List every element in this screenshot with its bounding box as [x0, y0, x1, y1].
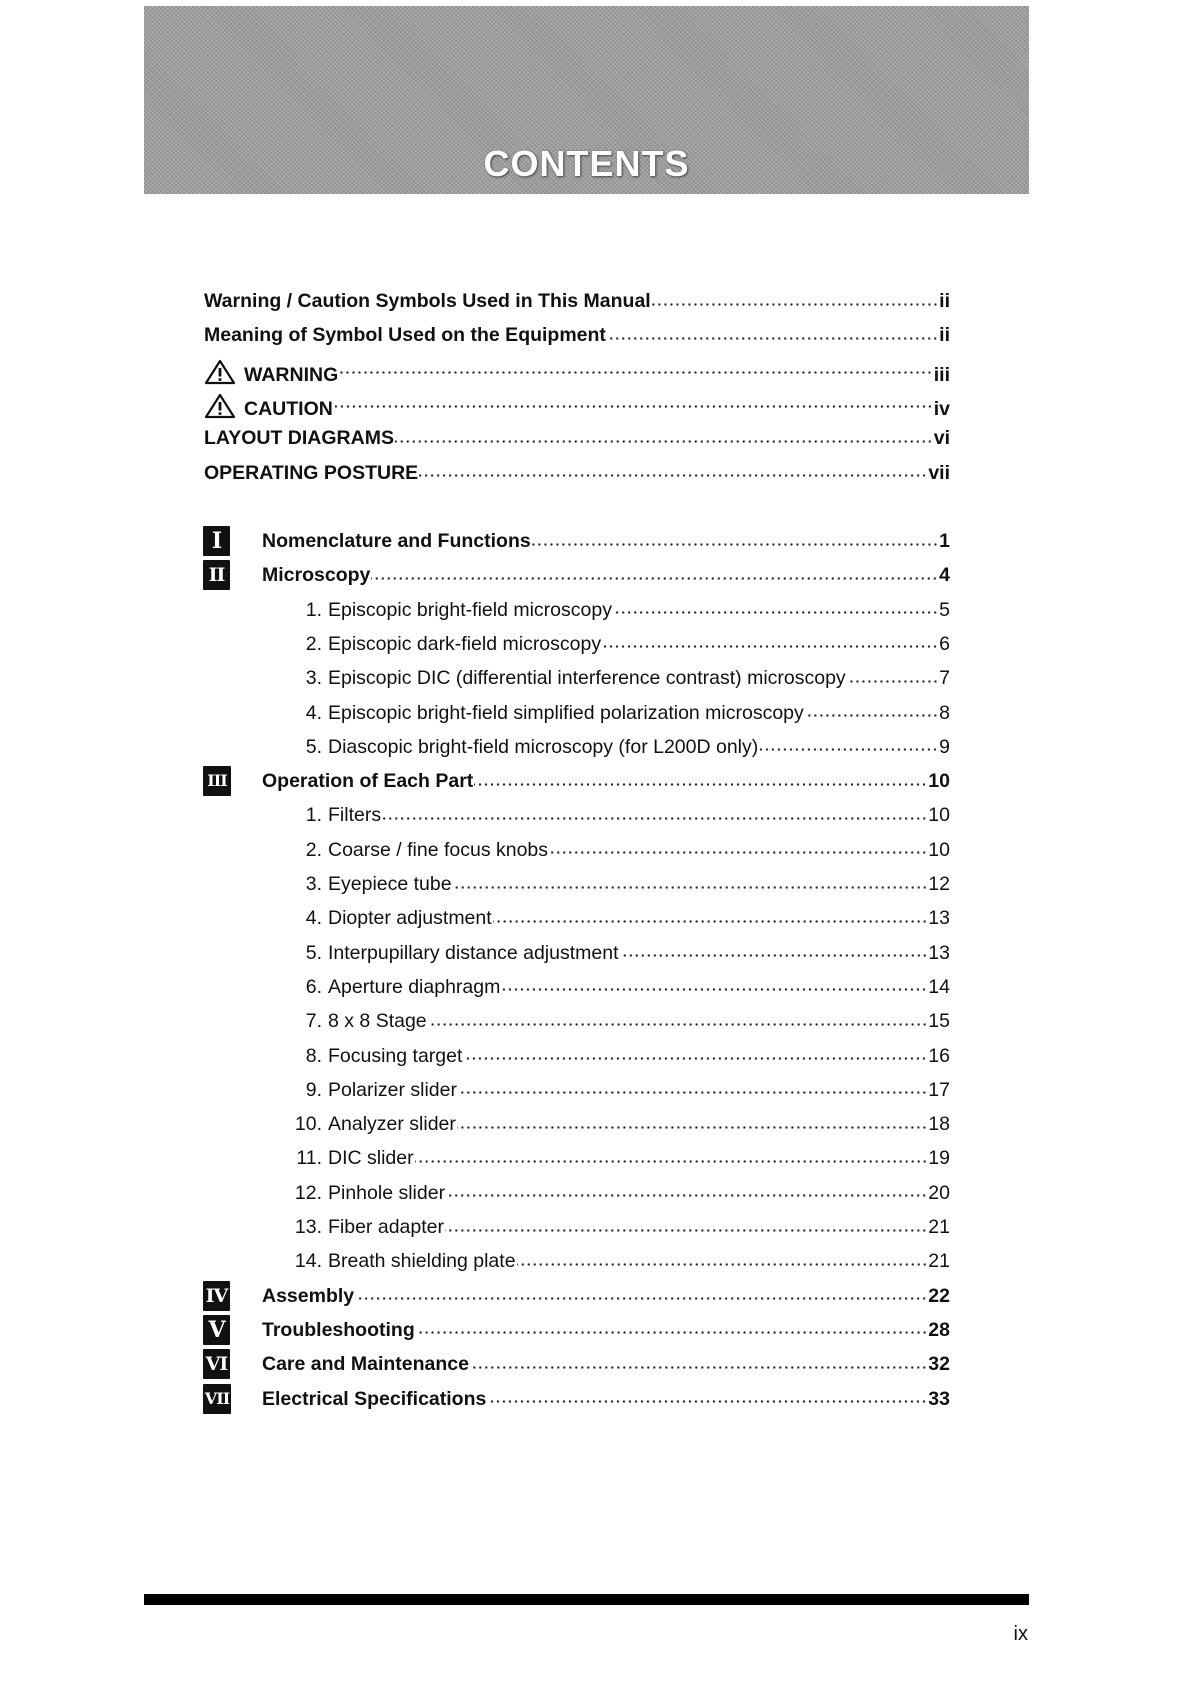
toc-entry-chapter-5[interactable]: [262, 1315, 950, 1345]
contents-header-band: [144, 6, 1029, 194]
entry-page-number: 20: [928, 1181, 950, 1204]
toc-entry-front-1[interactable]: [204, 320, 950, 350]
entry-label: Diascopic bright-field microscopy (for L200D only): [328, 735, 759, 758]
entry-label: DIC slider: [328, 1147, 414, 1170]
dot-leader: [355, 1297, 927, 1300]
section-number: 11.: [296, 1147, 322, 1170]
dot-leader: [458, 1091, 927, 1094]
dot-leader: [339, 371, 932, 374]
toc-entry-section-3-1[interactable]: [288, 800, 950, 830]
dot-leader: [493, 920, 928, 923]
section-number: 8.: [305, 1044, 322, 1067]
chapter-numeral-badge: VII: [203, 1384, 231, 1414]
toc-entry-chapter-2[interactable]: [262, 560, 950, 590]
toc-entry-section-3-3[interactable]: [288, 869, 950, 899]
chapter-numeral-badge: IV: [203, 1281, 230, 1311]
toc-entry-section-2-3[interactable]: [288, 663, 950, 693]
page-title: CONTENTS: [483, 143, 690, 184]
section-number: 3.: [305, 667, 322, 690]
entry-page-number: 22: [928, 1284, 950, 1307]
toc-entry-section-3-6[interactable]: [288, 972, 950, 1002]
toc-entry-section-3-8[interactable]: [288, 1041, 950, 1071]
dot-leader: [453, 886, 928, 889]
entry-label: Episcopic bright-field simplified polarization microscopy: [328, 701, 804, 724]
entry-label: Analyzer slider: [328, 1113, 456, 1136]
section-number: 1.: [305, 804, 322, 827]
entry-page-number: 17: [928, 1078, 950, 1101]
section-number: 6.: [305, 975, 322, 998]
toc-entry-section-2-2[interactable]: [288, 629, 950, 659]
toc-entry-section-3-11[interactable]: [288, 1143, 950, 1173]
chapter-numeral-badge: I: [203, 526, 230, 556]
dot-leader: [532, 543, 938, 546]
entry-label: OPERATING POSTURE: [204, 461, 419, 484]
entry-label: Assembly: [262, 1284, 355, 1307]
toc-entry-chapter-3[interactable]: [262, 766, 950, 796]
entry-page-number: iii: [933, 363, 950, 386]
toc-entry-chapter-1[interactable]: [262, 526, 950, 556]
dot-leader: [474, 783, 927, 786]
toc-entry-chapter-4[interactable]: [262, 1281, 950, 1311]
entry-page-number: 6: [939, 632, 950, 655]
entry-page-number: vii: [928, 461, 950, 484]
chapter-numeral-badge: VI: [203, 1349, 230, 1379]
toc-entry-section-3-7[interactable]: [288, 1006, 950, 1036]
entry-label: Pinhole slider: [328, 1181, 446, 1204]
entry-label: Nomenclature and Functions: [262, 530, 531, 552]
entry-page-number: 19: [928, 1147, 950, 1170]
entry-label: Episcopic dark-field microscopy: [328, 632, 602, 655]
dot-leader: [419, 474, 927, 477]
entry-label: Troubleshooting: [262, 1318, 415, 1341]
entry-page-number: 10: [928, 804, 950, 827]
section-number: 13.: [294, 1216, 322, 1238]
entry-label: Eyepiece tube: [328, 873, 452, 895]
toc-entry-section-3-9[interactable]: [288, 1075, 950, 1105]
entry-page-number: 16: [928, 1044, 950, 1067]
toc-entry-section-3-10[interactable]: [288, 1109, 950, 1139]
section-number: 12.: [294, 1181, 322, 1204]
entry-page-number: 32: [928, 1353, 950, 1376]
toc-entry-chapter-6[interactable]: [262, 1349, 950, 1379]
entry-page-number: 8: [939, 701, 950, 724]
entry-label: Electrical Specifications: [262, 1387, 487, 1410]
toc-entry-section-3-12[interactable]: [288, 1178, 950, 1208]
entry-page-number: 12: [928, 873, 950, 895]
dot-leader: [613, 611, 938, 614]
dot-leader: [652, 303, 938, 306]
dot-leader: [487, 1400, 927, 1403]
section-number: 5.: [305, 941, 322, 964]
entry-label: LAYOUT DIAGRAMS: [204, 427, 394, 450]
entry-page-number: 13: [928, 907, 950, 930]
dot-leader: [607, 337, 938, 340]
entry-page-number: 9: [939, 735, 950, 758]
dot-leader: [501, 988, 927, 991]
entry-page-number: 21: [928, 1250, 950, 1273]
dot-leader: [415, 1160, 928, 1163]
toc-entry-section-3-14[interactable]: [288, 1246, 950, 1276]
entry-page-number: 14: [928, 975, 950, 998]
section-number: 5.: [305, 735, 322, 758]
section-number: 14.: [294, 1250, 322, 1273]
entry-label: Aperture diaphragm: [328, 975, 501, 998]
entry-label: Episcopic bright-field microscopy: [328, 598, 612, 621]
section-number: 10.: [294, 1113, 322, 1136]
dot-leader: [602, 645, 938, 648]
entry-page-number: 4: [939, 564, 950, 587]
entry-label: WARNING: [244, 363, 339, 386]
toc-entry-front-0[interactable]: [204, 286, 950, 316]
dot-leader: [382, 817, 927, 820]
toc-entry-front-3[interactable]: [204, 389, 950, 419]
entry-label: 8 x 8 Stage: [328, 1010, 427, 1033]
entry-label: Warning / Caution Symbols Used in This Manual: [204, 290, 651, 312]
toc-entry-section-3-2[interactable]: [288, 835, 950, 865]
entry-label: CAUTION: [244, 397, 333, 420]
dot-leader: [416, 1331, 928, 1334]
chapter-numeral-badge: III: [203, 766, 231, 796]
entry-page-number: 15: [928, 1010, 950, 1033]
section-number: 7.: [305, 1010, 322, 1033]
entry-label: Care and Maintenance: [262, 1353, 469, 1376]
entry-page-number: ii: [939, 290, 950, 312]
entry-page-number: vi: [933, 427, 950, 450]
toc-entry-section-2-4[interactable]: [288, 698, 950, 728]
footer-rule: [144, 1594, 1029, 1605]
entry-label: Polarizer slider: [328, 1078, 457, 1101]
entry-page-number: 10: [928, 838, 950, 861]
chapter-numeral-badge: II: [203, 560, 230, 590]
entry-label: Coarse / fine focus knobs: [328, 838, 549, 861]
entry-page-number: 18: [928, 1113, 950, 1136]
dot-leader: [334, 405, 933, 408]
entry-label: Operation of Each Part: [262, 770, 474, 793]
dot-leader: [847, 680, 938, 683]
entry-label: Microscopy: [262, 564, 371, 587]
chapter-numeral-badge: V: [203, 1315, 230, 1345]
entry-page-number: 1: [939, 530, 950, 552]
dot-leader: [395, 440, 933, 443]
dot-leader: [620, 954, 928, 957]
toc-entry-section-3-13[interactable]: [288, 1212, 950, 1242]
toc-entry-front-2[interactable]: [204, 355, 950, 385]
toc-entry-section-2-1[interactable]: [288, 595, 950, 625]
toc-entry-section-3-4[interactable]: [288, 903, 950, 933]
dot-leader: [470, 1366, 927, 1369]
warning-triangle-icon: [204, 359, 236, 385]
dot-leader: [428, 1023, 928, 1026]
section-number: 3.: [305, 873, 322, 895]
section-number: 2.: [305, 632, 322, 655]
dot-leader: [446, 1194, 927, 1197]
page-number: ix: [1013, 1623, 1028, 1645]
section-number: 4.: [305, 907, 322, 930]
toc-entry-chapter-7[interactable]: [262, 1384, 950, 1414]
dot-leader: [445, 1229, 927, 1232]
toc-entry-front-4[interactable]: [204, 423, 950, 453]
section-number: 9.: [305, 1078, 322, 1101]
section-number: 2.: [305, 838, 322, 861]
entry-page-number: 5: [939, 598, 950, 621]
entry-page-number: iv: [933, 397, 950, 420]
dot-leader: [805, 714, 938, 717]
entry-label: Focusing target: [328, 1044, 463, 1067]
entry-label: Breath shielding plate: [328, 1250, 516, 1273]
entry-label: Interpupillary distance adjustment: [328, 941, 619, 964]
dot-leader: [463, 1057, 927, 1060]
dot-leader: [549, 851, 927, 854]
entry-page-number: 13: [928, 941, 950, 964]
dot-leader: [457, 1126, 927, 1129]
entry-page-number: ii: [939, 324, 950, 347]
dot-leader: [371, 577, 938, 580]
entry-label: Fiber adapter: [328, 1216, 444, 1238]
section-number: 1.: [305, 598, 322, 621]
toc-entry-front-5[interactable]: [204, 458, 950, 488]
entry-label: Diopter adjustment: [328, 907, 492, 930]
section-number: 4.: [305, 701, 322, 724]
entry-label: Episcopic DIC (differential interference contrast) microscopy: [328, 667, 846, 690]
entry-label: Filters: [328, 804, 382, 827]
entry-label: Meaning of Symbol Used on the Equipment: [204, 324, 606, 347]
entry-page-number: 7: [939, 667, 950, 690]
warning-triangle-icon: [204, 393, 236, 419]
dot-leader: [759, 748, 938, 751]
toc-entry-section-3-5[interactable]: [288, 938, 950, 968]
entry-page-number: 21: [928, 1216, 950, 1238]
dot-leader: [517, 1263, 928, 1266]
entry-page-number: 28: [928, 1318, 950, 1341]
entry-page-number: 10: [928, 770, 950, 793]
toc-entry-section-2-5[interactable]: [288, 732, 950, 762]
entry-page-number: 33: [928, 1387, 950, 1410]
